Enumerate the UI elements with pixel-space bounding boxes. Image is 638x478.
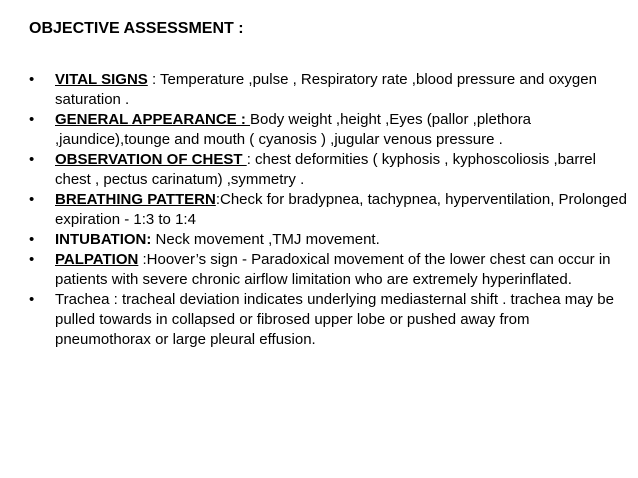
item-heading: PALPATION	[55, 251, 139, 268]
item-text: :Hoover’s sign - Paradoxical movement of the lower chest can occur in patients with severe chronic airflow limitation who are extremely hyperinflated.	[55, 251, 611, 288]
bullet-item-intubation	[29, 230, 629, 250]
bullet-item-trachea	[29, 290, 629, 350]
item-heading: VITAL SIGNS	[55, 71, 148, 88]
item-text: Neck movement ,TMJ movement.	[151, 231, 380, 248]
bullet-marker: •	[29, 251, 35, 268]
bullet-marker: •	[29, 151, 35, 168]
item-text: : Temperature ,pulse , Respiratory rate ,blood pressure and oxygen saturation .	[55, 71, 597, 108]
item-text: Trachea : tracheal deviation indicates underlying mediasternal shift . trachea may be pulled towards in collapsed or fibrosed upper lobe or pushed away from pneumothorax or large pleural effusion.	[55, 291, 614, 348]
item-heading: OBSERVATION OF CHEST	[55, 151, 247, 168]
bullet-marker: •	[29, 291, 35, 308]
slide-title: OBJECTIVE ASSESSMENT :	[29, 20, 244, 37]
bullet-item-breathing-pattern	[29, 190, 629, 230]
item-text: :Check for bradypnea, tachypnea, hyperventilation, Prolonged expiration - 1:3 to 1:4	[55, 191, 627, 228]
bullet-marker: •	[29, 191, 35, 208]
bullet-item-palpation	[29, 250, 629, 290]
bullet-item-observation-of-chest	[29, 150, 629, 190]
bullet-marker: •	[29, 71, 35, 88]
bullet-marker: •	[29, 111, 35, 128]
bullet-list	[29, 70, 629, 350]
item-text: : chest deformities ( kyphosis , kyphoscoliosis ,barrel chest , pectus carinatum) ,symmetry .	[55, 151, 596, 188]
item-heading: INTUBATION:	[55, 231, 152, 248]
bullet-item-general-appearance	[29, 110, 629, 150]
item-text: Body weight ,height ,Eyes (pallor ,plethora ,jaundice),tounge and mouth ( cyanosis ) ,jugular venous pressure .	[55, 111, 532, 148]
bullet-item-vital-signs	[29, 70, 629, 110]
item-heading: BREATHING PATTERN	[55, 191, 216, 208]
item-heading: GENERAL APPEARANCE :	[55, 111, 251, 128]
bullet-marker: •	[29, 231, 35, 248]
